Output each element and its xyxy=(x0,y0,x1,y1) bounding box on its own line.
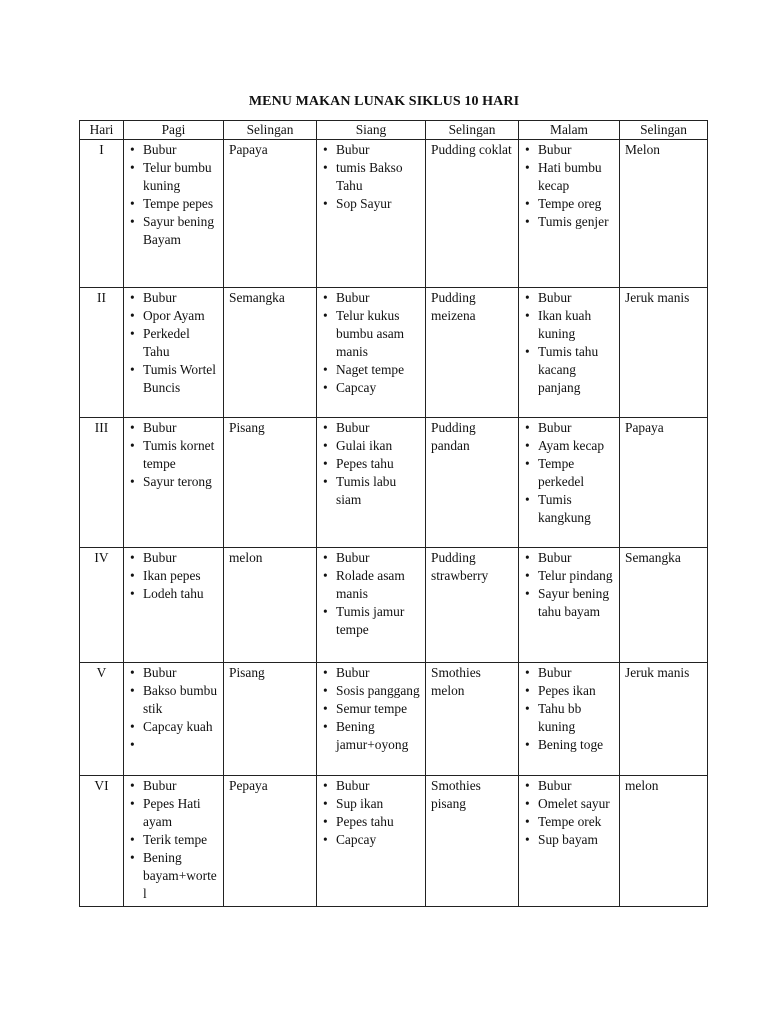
header-selingan-2: Selingan xyxy=(426,121,519,140)
list-item: • Bubur xyxy=(322,777,420,795)
selingan-cell: Papaya xyxy=(224,140,317,288)
siang-cell xyxy=(317,663,426,776)
siang-cell-list xyxy=(322,549,420,639)
list-item: • Bubur xyxy=(524,289,614,307)
list-item: • Hati bumbu kecap xyxy=(524,159,614,195)
list-item: • Bubur xyxy=(129,549,218,567)
list-item: • Bubur xyxy=(524,777,614,795)
list-item: • Capcay xyxy=(322,379,420,397)
list-item: • Bakso bumbu stik xyxy=(129,682,218,718)
siang-cell xyxy=(317,418,426,548)
selingan-cell: Melon xyxy=(620,140,708,288)
malam-cell xyxy=(519,418,620,548)
malam-cell-list xyxy=(524,141,614,231)
selingan-cell: Pudding pandan xyxy=(426,418,519,548)
list-item: • Telur pindang xyxy=(524,567,614,585)
list-item: • Ayam kecap xyxy=(524,437,614,455)
list-item: • Bubur xyxy=(322,289,420,307)
list-item: • Pepes tahu xyxy=(322,455,420,473)
selingan-cell: Pudding meizena xyxy=(426,288,519,418)
list-item: • Tempe oreg xyxy=(524,195,614,213)
list-item: • Lodeh tahu xyxy=(129,585,218,603)
list-item: • Sop Sayur xyxy=(322,195,420,213)
pagi-cell-list xyxy=(129,549,218,603)
list-item: • Telur bumbu kuning xyxy=(129,159,218,195)
siang-cell-list xyxy=(322,289,420,397)
siang-cell-list xyxy=(322,777,420,849)
selingan-cell: Pepaya xyxy=(224,776,317,907)
header-siang: Siang xyxy=(317,121,426,140)
list-item: • Tempe orek xyxy=(524,813,614,831)
table-row xyxy=(80,288,708,418)
list-item: • Bubur xyxy=(129,141,218,159)
siang-cell-list xyxy=(322,664,420,754)
list-item: • Pepes ikan xyxy=(524,682,614,700)
malam-cell-list xyxy=(524,419,614,527)
list-item: • Bubur xyxy=(322,549,420,567)
list-item: • Sayur bening tahu bayam xyxy=(524,585,614,621)
day-cell: II xyxy=(80,288,124,418)
list-item: • Omelet sayur xyxy=(524,795,614,813)
selingan-cell: Jeruk manis xyxy=(620,288,708,418)
list-item: • Gulai ikan xyxy=(322,437,420,455)
list-item: • Bubur xyxy=(129,419,218,437)
pagi-cell xyxy=(124,418,224,548)
pagi-cell-list xyxy=(129,777,218,903)
day-cell: V xyxy=(80,663,124,776)
pagi-cell-list xyxy=(129,664,218,736)
header-hari: Hari xyxy=(80,121,124,140)
list-item: • Tempe pepes xyxy=(129,195,218,213)
list-item: • Capcay xyxy=(322,831,420,849)
selingan-cell: Smothies melon xyxy=(426,663,519,776)
list-item: • Bening toge xyxy=(524,736,614,754)
selingan-cell: Pisang xyxy=(224,418,317,548)
malam-cell xyxy=(519,548,620,663)
list-item: • Bubur xyxy=(524,141,614,159)
siang-cell xyxy=(317,548,426,663)
menu-table xyxy=(79,120,708,907)
header-selingan-3: Selingan xyxy=(620,121,708,140)
selingan-cell: melon xyxy=(620,776,708,907)
list-item: • Tumis kangkung xyxy=(524,491,614,527)
list-item: • Sup ikan xyxy=(322,795,420,813)
selingan-cell: Semangka xyxy=(620,548,708,663)
pagi-cell xyxy=(124,663,224,776)
selingan-cell: Smothies pisang xyxy=(426,776,519,907)
list-item: • Bubur xyxy=(129,289,218,307)
header-row xyxy=(80,121,708,140)
list-item: • Bubur xyxy=(524,419,614,437)
list-item: • Rolade asam manis xyxy=(322,567,420,603)
list-item: • Opor Ayam xyxy=(129,307,218,325)
list-item: • Sayur terong xyxy=(129,473,218,491)
selingan-cell: Papaya xyxy=(620,418,708,548)
list-item: • Bening jamur+oyong xyxy=(322,718,420,754)
list-item: • Tumis Wortel Buncis xyxy=(129,361,218,397)
list-item: • Bubur xyxy=(524,664,614,682)
list-item: • Pepes Hati ayam xyxy=(129,795,218,831)
header-selingan-1: Selingan xyxy=(224,121,317,140)
list-item: • Bening bayam+wortel xyxy=(129,849,218,903)
malam-cell-list xyxy=(524,777,614,849)
pagi-cell xyxy=(124,140,224,288)
list-item: • Bubur xyxy=(322,419,420,437)
pagi-cell-list xyxy=(129,141,218,249)
selingan-cell: melon xyxy=(224,548,317,663)
list-item: • Sayur bening Bayam xyxy=(129,213,218,249)
list-item: • Bubur xyxy=(129,664,218,682)
pagi-cell-list xyxy=(129,289,218,397)
table-row xyxy=(80,548,708,663)
selingan-cell: Semangka xyxy=(224,288,317,418)
list-item: • Perkedel Tahu xyxy=(129,325,218,361)
list-item: • Ikan pepes xyxy=(129,567,218,585)
list-item: • Tempe perkedel xyxy=(524,455,614,491)
siang-cell xyxy=(317,140,426,288)
page-title: MENU MAKAN LUNAK SIKLUS 10 HARI xyxy=(248,94,520,109)
pagi-cell-list xyxy=(129,419,218,491)
list-item: • Naget tempe xyxy=(322,361,420,379)
selingan-cell: Pisang xyxy=(224,663,317,776)
selingan-cell: Jeruk manis xyxy=(620,663,708,776)
siang-cell xyxy=(317,288,426,418)
malam-cell-list xyxy=(524,664,614,754)
list-item: • Bubur xyxy=(322,141,420,159)
table-row xyxy=(80,140,708,288)
list-item: • Tumis jamur tempe xyxy=(322,603,420,639)
list-item: • Tumis tahu kacang panjang xyxy=(524,343,614,397)
list-item: • Tumis genjer xyxy=(524,213,614,231)
list-item: • Telur kukus bumbu asam manis xyxy=(322,307,420,361)
pagi-cell xyxy=(124,288,224,418)
list-item: • Terik tempe xyxy=(129,831,218,849)
selingan-cell: Pudding strawberry xyxy=(426,548,519,663)
list-item: • Bubur xyxy=(322,664,420,682)
day-cell: I xyxy=(80,140,124,288)
day-cell: IV xyxy=(80,548,124,663)
list-item: • Pepes tahu xyxy=(322,813,420,831)
list-item: • Sup bayam xyxy=(524,831,614,849)
list-item: • Bubur xyxy=(129,777,218,795)
malam-cell-list xyxy=(524,549,614,621)
siang-cell xyxy=(317,776,426,907)
day-cell: VI xyxy=(80,776,124,907)
malam-cell xyxy=(519,140,620,288)
menu-body xyxy=(80,140,708,907)
header-malam: Malam xyxy=(519,121,620,140)
siang-cell-list xyxy=(322,141,420,213)
pagi-cell xyxy=(124,548,224,663)
list-item: • Tumis labu siam xyxy=(322,473,420,509)
list-item: • Bubur xyxy=(524,549,614,567)
list-item: • Tumis kornet tempe xyxy=(129,437,218,473)
table-row xyxy=(80,663,708,776)
table-row xyxy=(80,418,708,548)
list-item: • Capcay kuah xyxy=(129,718,218,736)
malam-cell xyxy=(519,288,620,418)
malam-cell-list xyxy=(524,289,614,397)
list-item: • Semur tempe xyxy=(322,700,420,718)
siang-cell-list xyxy=(322,419,420,509)
table-row xyxy=(80,776,708,907)
pagi-cell xyxy=(124,776,224,907)
list-item: • tumis Bakso Tahu xyxy=(322,159,420,195)
list-item: • Sosis panggang xyxy=(322,682,420,700)
list-item: • Ikan kuah kuning xyxy=(524,307,614,343)
selingan-cell: Pudding coklat xyxy=(426,140,519,288)
list-item: • Tahu bb kuning xyxy=(524,700,614,736)
malam-cell xyxy=(519,776,620,907)
malam-cell xyxy=(519,663,620,776)
header-pagi: Pagi xyxy=(124,121,224,140)
day-cell: III xyxy=(80,418,124,548)
